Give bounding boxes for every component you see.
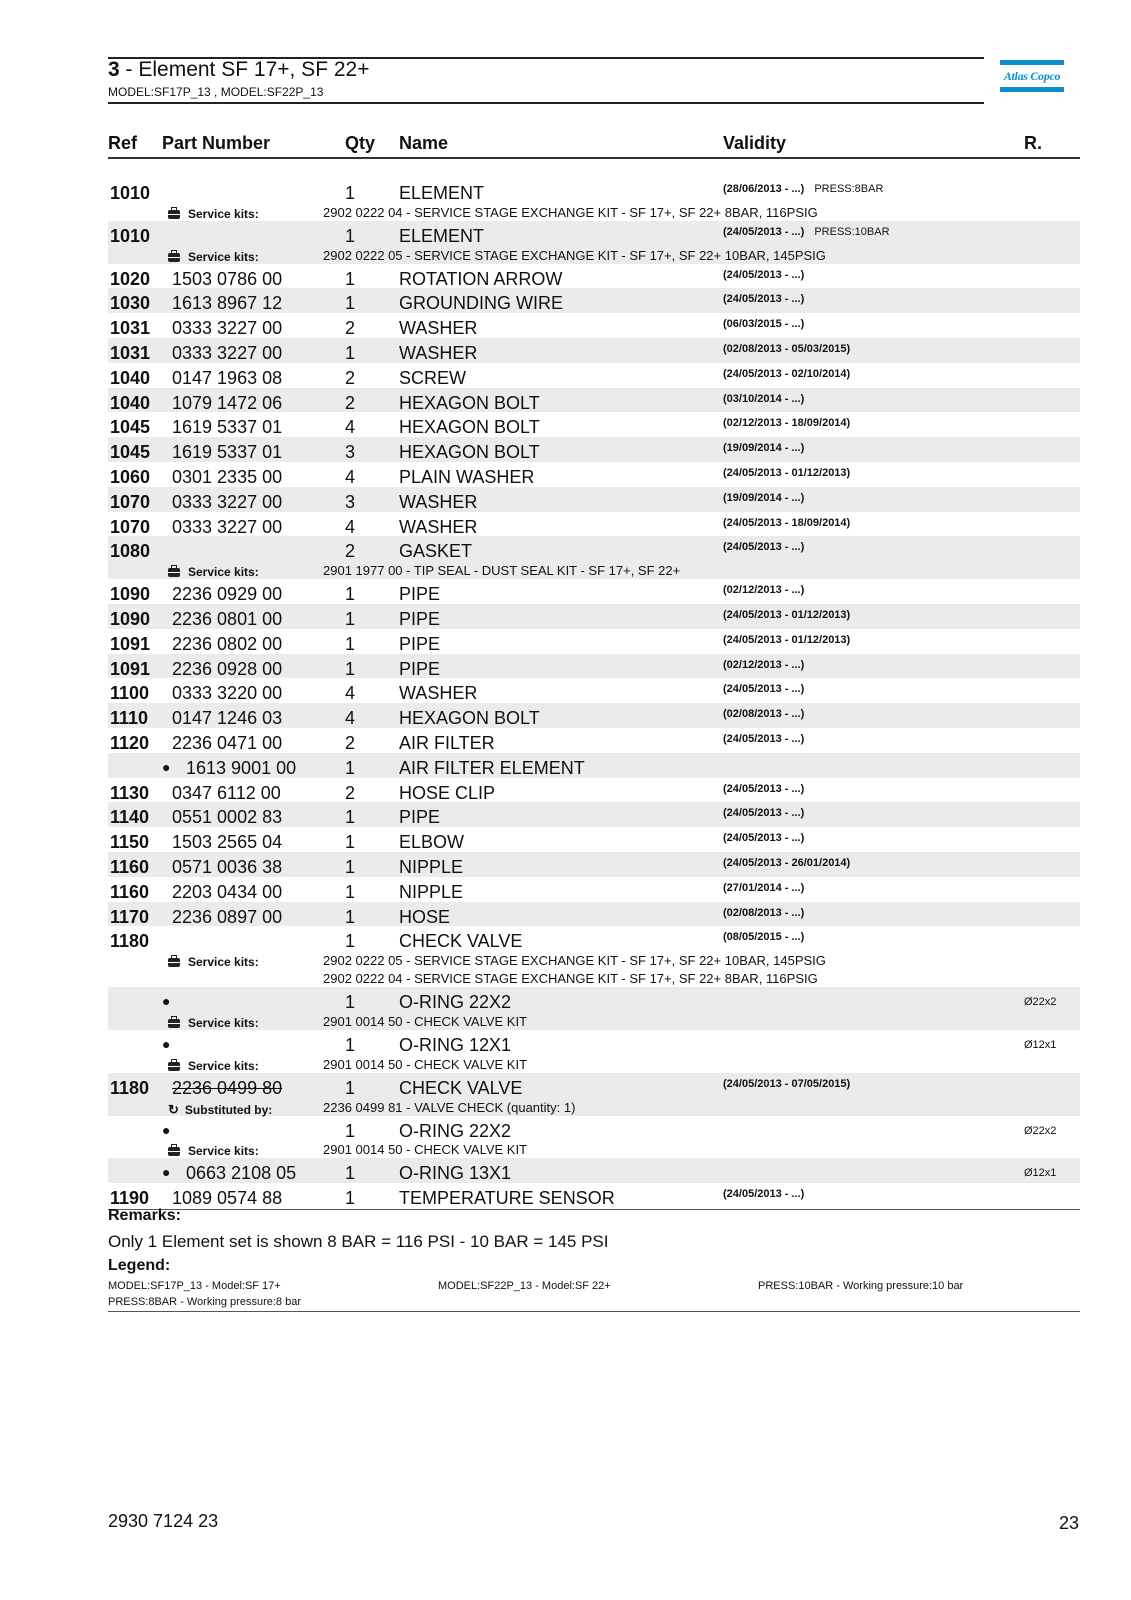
- toolbox-icon: [168, 1062, 180, 1071]
- service-kits-label: [168, 251, 259, 263]
- validity-dates: (02/12/2013 - ...): [723, 658, 805, 671]
- name-cell: PIPE: [399, 658, 441, 679]
- ref-cell: 1160: [110, 857, 150, 877]
- service-kits-label: [168, 566, 259, 578]
- toolbox-icon: [168, 253, 180, 262]
- part-number-cell: 2236 0499 80: [172, 1077, 283, 1098]
- name-cell: WASHER: [399, 516, 478, 537]
- name-cell: GROUNDING WIRE: [399, 293, 563, 314]
- ref-cell: 1190: [110, 1188, 150, 1209]
- name-cell: O-RING 22X2: [399, 1120, 512, 1141]
- ref-cell: 1045: [110, 442, 151, 463]
- name-cell: O-RING 12X1: [399, 1035, 512, 1055]
- kit-entry: 2901 0014 50 - CHECK VALVE KIT: [323, 1056, 528, 1072]
- validity-dates: (24/05/2013 - 01/12/2013): [723, 467, 851, 479]
- col-header-r: R.: [1024, 133, 1042, 153]
- service-kits-label: [168, 1017, 259, 1029]
- qty-cell: 1: [345, 857, 356, 877]
- legend-item: MODEL:SF17P_13 - Model:SF 17+: [108, 1280, 281, 1292]
- name-cell: PLAIN WASHER: [399, 467, 535, 487]
- r-cell: Ø12x1: [1024, 1167, 1057, 1180]
- validity-cell: [723, 833, 804, 844]
- service-kits-label: [168, 1145, 259, 1157]
- col-header-part-number: Part Number: [162, 133, 271, 153]
- part-number-cell: 0551 0002 83: [172, 807, 283, 828]
- validity-cell: [723, 585, 804, 596]
- ref-cell: 1100: [110, 683, 150, 704]
- service-kits-label: [168, 208, 259, 220]
- part-number-cell: 1613 9001 00: [186, 757, 297, 778]
- validity-cell: [723, 184, 883, 195]
- validity-dates: (24/05/2013 - ...): [723, 683, 805, 696]
- ref-cell: 1070: [110, 516, 151, 537]
- validity-dates: (03/10/2014 - ...): [723, 392, 805, 405]
- validity-dates: (08/05/2015 - ...): [723, 931, 805, 944]
- validity-cell: [723, 883, 804, 894]
- kit-entry: 2236 0499 81 - VALVE CHECK (quantity: 1): [323, 1099, 576, 1115]
- name-cell: ELEMENT: [399, 183, 485, 203]
- kit-entry: 2902 0222 05 - SERVICE STAGE EXCHANGE KIT - SF 17+, SF 22+ 10BAR, 145PSIG: [323, 247, 826, 263]
- name-cell: TEMPERATURE SENSOR: [399, 1188, 615, 1209]
- qty-cell: 1: [345, 992, 356, 1013]
- part-number-cell: 2236 0928 00: [172, 658, 283, 679]
- part-number-cell: 2236 0897 00: [172, 906, 283, 927]
- ref-cell: 1120: [110, 733, 150, 753]
- qty-cell: 1: [345, 1120, 356, 1141]
- validity-dates: (02/12/2013 - ...): [723, 584, 805, 597]
- section-number: 3: [108, 58, 120, 81]
- qty-cell: 1: [345, 658, 356, 679]
- qty-cell: 1: [345, 832, 356, 853]
- ref-cell: 1150: [110, 832, 150, 853]
- qty-cell: 2: [345, 392, 356, 413]
- validity-cell: [723, 908, 804, 919]
- validity-dates: (24/05/2013 - ...): [723, 733, 805, 745]
- refresh-icon: ↻: [168, 1101, 179, 1117]
- qty-cell: 1: [345, 584, 356, 605]
- ref-cell: 1080: [110, 541, 151, 562]
- part-number-cell: 1613 8967 12: [172, 293, 283, 314]
- bullet-icon: ●: [162, 1036, 171, 1052]
- validity-dates: (02/08/2013 - ...): [723, 708, 805, 721]
- name-cell: O-RING 13X1: [399, 1163, 512, 1184]
- validity-cell: [723, 709, 804, 720]
- validity-dates: (19/09/2014 - ...): [723, 442, 805, 455]
- name-cell: ELBOW: [399, 832, 465, 853]
- ref-cell: 1180: [110, 931, 150, 952]
- qty-cell: 1: [345, 293, 356, 314]
- r-cell: Ø22x2: [1024, 1124, 1057, 1137]
- qty-cell: 1: [345, 931, 356, 952]
- brand-name: Atlas Copco: [1003, 69, 1061, 83]
- col-header-name: Name: [399, 133, 449, 153]
- name-cell: AIR FILTER ELEMENT: [399, 757, 585, 778]
- bullet-icon: ●: [162, 1121, 171, 1138]
- part-number-cell: 0333 3227 00: [172, 491, 283, 512]
- model-subtitle: MODEL:SF17P_13 , MODEL:SF22P_13: [108, 85, 324, 99]
- kit-label-text: Service kits:: [188, 1058, 259, 1073]
- validity-cell: [723, 270, 804, 281]
- validity-dates: (24/05/2013 - ...): [723, 268, 805, 281]
- part-number-cell: 0333 3227 00: [172, 343, 283, 363]
- validity-dates: (27/01/2014 - ...): [723, 881, 805, 894]
- qty-cell: 1: [345, 343, 356, 363]
- qty-cell: 2: [345, 733, 356, 753]
- validity-cell: [723, 610, 850, 621]
- ref-cell: 1020: [110, 268, 151, 289]
- section-title: - Element SF 17+, SF 22+: [119, 58, 370, 81]
- col-header-qty: Qty: [345, 133, 376, 153]
- toolbox-icon: [168, 1147, 180, 1156]
- part-number-cell: 0301 2335 00: [172, 467, 283, 487]
- part-number-cell: 0333 3227 00: [172, 516, 283, 537]
- validity-dates: (24/05/2013 - ...): [723, 1188, 805, 1201]
- ref-cell: 1070: [110, 491, 151, 512]
- part-number-cell: 0147 1963 08: [172, 367, 283, 388]
- qty-cell: 4: [345, 417, 356, 438]
- validity-dates: (24/05/2013 - ...): [723, 832, 805, 845]
- qty-cell: 2: [345, 782, 356, 803]
- qty-cell: 3: [345, 491, 356, 512]
- qty-cell: 2: [345, 318, 356, 339]
- qty-cell: 1: [345, 1163, 356, 1184]
- validity-dates: (24/05/2013 - 18/09/2014): [723, 516, 851, 529]
- validity-cell: [723, 468, 850, 479]
- kit-label-text: Service kits:: [188, 565, 259, 580]
- part-number-cell: 1503 2565 04: [172, 832, 283, 853]
- validity-dates: (02/12/2013 - 18/09/2014): [723, 417, 851, 430]
- part-number-cell: 2236 0801 00: [172, 609, 283, 629]
- qty-cell: 1: [345, 807, 356, 828]
- ref-cell: 1030: [110, 293, 151, 314]
- qty-cell: 1: [345, 1035, 356, 1055]
- validity-cell: [723, 493, 804, 504]
- part-number-cell: 2236 0471 00: [172, 733, 283, 753]
- qty-cell: 4: [345, 708, 356, 729]
- bullet-icon: ●: [162, 1164, 171, 1181]
- legend-item: PRESS:10BAR - Working pressure:10 bar: [758, 1280, 964, 1292]
- qty-cell: 2: [345, 367, 356, 388]
- validity-cell: [723, 635, 850, 646]
- bullet-icon: ●: [162, 758, 171, 775]
- validity-cell: [723, 394, 804, 405]
- legend-title: Legend:: [108, 1257, 171, 1274]
- name-cell: HEXAGON BOLT: [399, 392, 540, 413]
- kit-label-text: Service kits:: [188, 955, 259, 970]
- validity-cell: [723, 1189, 804, 1200]
- kit-label-text: Service kits:: [188, 1016, 259, 1030]
- pressure-code: PRESS:10BAR: [814, 225, 890, 238]
- r-cell: Ø22x2: [1024, 996, 1057, 1009]
- kit-entry: 2902 0222 04 - SERVICE STAGE EXCHANGE KIT - SF 17+, SF 22+ 8BAR, 116PSIG: [323, 204, 818, 220]
- name-cell: ELEMENT: [399, 225, 485, 246]
- name-cell: WASHER: [399, 318, 478, 339]
- validity-dates: (02/08/2013 - ...): [723, 906, 805, 919]
- part-number-cell: 0663 2108 05: [186, 1163, 297, 1184]
- name-cell: PIPE: [399, 584, 441, 605]
- kit-entry: 2902 0222 05 - SERVICE STAGE EXCHANGE KIT - SF 17+, SF 22+ 10BAR, 145PSIG: [323, 953, 826, 969]
- validity-dates: (24/05/2013 - ...): [723, 782, 805, 795]
- part-number-cell: 1079 1472 06: [172, 392, 283, 413]
- name-cell: PIPE: [399, 633, 441, 654]
- validity-cell: [723, 932, 804, 943]
- legend-item: MODEL:SF22P_13 - Model:SF 22+: [438, 1280, 611, 1292]
- part-number-cell: 1619 5337 01: [172, 417, 283, 438]
- name-cell: HEXAGON BOLT: [399, 417, 540, 438]
- ref-cell: 1060: [110, 467, 151, 487]
- qty-cell: 4: [345, 516, 356, 537]
- ref-cell: 1031: [110, 318, 151, 339]
- toolbox-icon: [168, 210, 180, 219]
- kit-label-text: Service kits:: [188, 206, 259, 221]
- ref-cell: 1040: [110, 367, 151, 388]
- qty-cell: 4: [345, 683, 356, 704]
- ref-cell: 1160: [110, 881, 150, 902]
- validity-dates: (24/05/2013 - 26/01/2014): [723, 857, 851, 869]
- name-cell: HEXAGON BOLT: [399, 442, 540, 463]
- validity-dates: (02/08/2013 - 05/03/2015): [723, 343, 851, 355]
- pressure-code: PRESS:8BAR: [814, 183, 884, 195]
- qty-cell: 1: [345, 609, 356, 629]
- qty-cell: 2: [345, 541, 356, 562]
- name-cell: ROTATION ARROW: [399, 268, 563, 289]
- validity-cell: [723, 443, 804, 454]
- name-cell: NIPPLE: [399, 857, 464, 877]
- validity-dates: (24/05/2013 - 02/10/2014): [723, 367, 851, 380]
- ref-cell: 1090: [110, 584, 151, 605]
- validity-dates: (24/05/2013 - ...): [723, 293, 805, 306]
- qty-cell: 1: [345, 881, 356, 902]
- ref-cell: 1180: [110, 1077, 150, 1098]
- part-number-cell: 0347 6112 00: [172, 782, 281, 803]
- part-number-cell: 1619 5337 01: [172, 442, 283, 463]
- ref-cell: 1031: [110, 343, 151, 363]
- validity-cell: [723, 660, 804, 671]
- part-number-cell: 1503 0786 00: [172, 268, 283, 289]
- kit-label-text: Substituted by:: [184, 1102, 273, 1117]
- part-number-cell: 2203 0434 00: [172, 881, 283, 902]
- name-cell: PIPE: [399, 807, 441, 828]
- validity-cell: [723, 319, 804, 330]
- kit-entry: 2902 0222 04 - SERVICE STAGE EXCHANGE KIT - SF 17+, SF 22+ 8BAR, 116PSIG: [323, 971, 818, 987]
- name-cell: PIPE: [399, 609, 441, 629]
- validity-dates: (19/09/2014 - ...): [723, 491, 805, 504]
- document-number: 2930 7124 23: [108, 1511, 219, 1531]
- part-number-cell: 2236 0802 00: [172, 633, 283, 654]
- kit-entry: 2901 0014 50 - CHECK VALVE KIT: [323, 1014, 528, 1029]
- r-cell: Ø12x1: [1024, 1039, 1057, 1051]
- part-number-cell: 0147 1246 03: [172, 708, 283, 729]
- validity-dates: (24/05/2013 - ...): [723, 225, 805, 238]
- part-number-cell: 0571 0036 38: [172, 857, 283, 877]
- ref-cell: 1140: [110, 807, 150, 828]
- ref-cell: 1045: [110, 417, 151, 438]
- name-cell: NIPPLE: [399, 881, 464, 902]
- part-number-cell: 0333 3220 00: [172, 683, 283, 704]
- col-header-ref: Ref: [108, 133, 138, 153]
- ref-cell: 1090: [110, 609, 151, 629]
- table-end-rule: [108, 1209, 1080, 1210]
- part-number-cell: 1089 0574 88: [172, 1188, 283, 1209]
- legend-item: PRESS:8BAR - Working pressure:8 bar: [108, 1296, 301, 1308]
- part-number-cell: 2236 0929 00: [172, 584, 283, 605]
- qty-cell: 1: [345, 183, 356, 203]
- ref-cell: 1010: [110, 183, 151, 203]
- substituted-by-label: [168, 1103, 272, 1116]
- name-cell: HEXAGON BOLT: [399, 708, 540, 729]
- name-cell: GASKET: [399, 541, 473, 562]
- ref-cell: 1091: [110, 633, 151, 654]
- part-number-cell: 0333 3227 00: [172, 318, 283, 339]
- validity-cell: [723, 784, 804, 795]
- validity-dates: (24/05/2013 - 07/05/2015): [723, 1077, 851, 1090]
- validity-cell: [723, 542, 804, 553]
- validity-cell: [723, 344, 850, 355]
- qty-cell: 1: [345, 757, 356, 778]
- name-cell: AIR FILTER: [399, 733, 495, 753]
- validity-dates: (24/05/2013 - ...): [723, 807, 805, 820]
- remarks-text: Only 1 Element set is shown 8 BAR = 116 PSI - 10 BAR = 145 PSI: [108, 1232, 609, 1251]
- ref-cell: 1110: [110, 708, 149, 729]
- kit-label-text: Service kits:: [188, 249, 259, 264]
- validity-cell: [723, 369, 850, 380]
- ref-cell: 1130: [110, 782, 150, 803]
- page-number: 23: [1058, 1513, 1079, 1533]
- validity-cell: [723, 518, 850, 529]
- legend-end-rule: [108, 1311, 1080, 1312]
- name-cell: HOSE: [399, 906, 451, 927]
- validity-cell: [723, 294, 804, 305]
- validity-cell: [723, 1079, 850, 1090]
- ref-cell: 1170: [110, 906, 150, 927]
- ref-cell: 1040: [110, 392, 151, 413]
- qty-cell: 1: [345, 1077, 356, 1098]
- ref-cell: 1010: [110, 225, 151, 246]
- qty-cell: 1: [345, 1188, 356, 1209]
- ref-cell: 1091: [110, 658, 151, 679]
- validity-cell: [723, 684, 804, 695]
- validity-cell: [723, 418, 850, 429]
- name-cell: CHECK VALVE: [399, 931, 523, 952]
- validity-cell: [723, 227, 890, 238]
- remarks-title: Remarks:: [108, 1207, 181, 1224]
- qty-cell: 4: [345, 467, 356, 487]
- validity-dates: (24/05/2013 - 01/12/2013): [723, 609, 851, 621]
- validity-dates: (24/05/2013 - 01/12/2013): [723, 633, 851, 646]
- col-header-validity: Validity: [723, 133, 787, 153]
- kit-label-text: Service kits:: [188, 1144, 259, 1159]
- validity-dates: (24/05/2013 - ...): [723, 541, 805, 554]
- validity-dates: (06/03/2015 - ...): [723, 318, 805, 331]
- kit-entry: 2901 0014 50 - CHECK VALVE KIT: [323, 1142, 528, 1158]
- qty-cell: 3: [345, 442, 356, 463]
- validity-dates: (28/06/2013 - ...): [723, 183, 805, 195]
- name-cell: HOSE CLIP: [399, 782, 496, 803]
- toolbox-icon: [168, 568, 180, 577]
- service-kits-label: [168, 956, 259, 968]
- qty-cell: 1: [345, 225, 356, 246]
- validity-cell: [723, 808, 804, 819]
- name-cell: WASHER: [399, 343, 478, 363]
- kit-entry: 2901 1977 00 - TIP SEAL - DUST SEAL KIT - SF 17+, SF 22+: [323, 563, 681, 579]
- qty-cell: 1: [345, 633, 356, 654]
- qty-cell: 1: [345, 268, 356, 289]
- qty-cell: 1: [345, 906, 356, 927]
- validity-cell: [723, 858, 850, 869]
- toolbox-icon: [168, 958, 180, 967]
- toolbox-icon: [168, 1019, 180, 1028]
- name-cell: WASHER: [399, 491, 478, 512]
- name-cell: SCREW: [399, 367, 466, 388]
- validity-cell: [723, 734, 804, 745]
- name-cell: WASHER: [399, 683, 478, 704]
- service-kits-label: [168, 1060, 259, 1072]
- bullet-icon: ●: [162, 993, 171, 1010]
- name-cell: O-RING 22X2: [399, 992, 512, 1013]
- name-cell: CHECK VALVE: [399, 1077, 523, 1098]
